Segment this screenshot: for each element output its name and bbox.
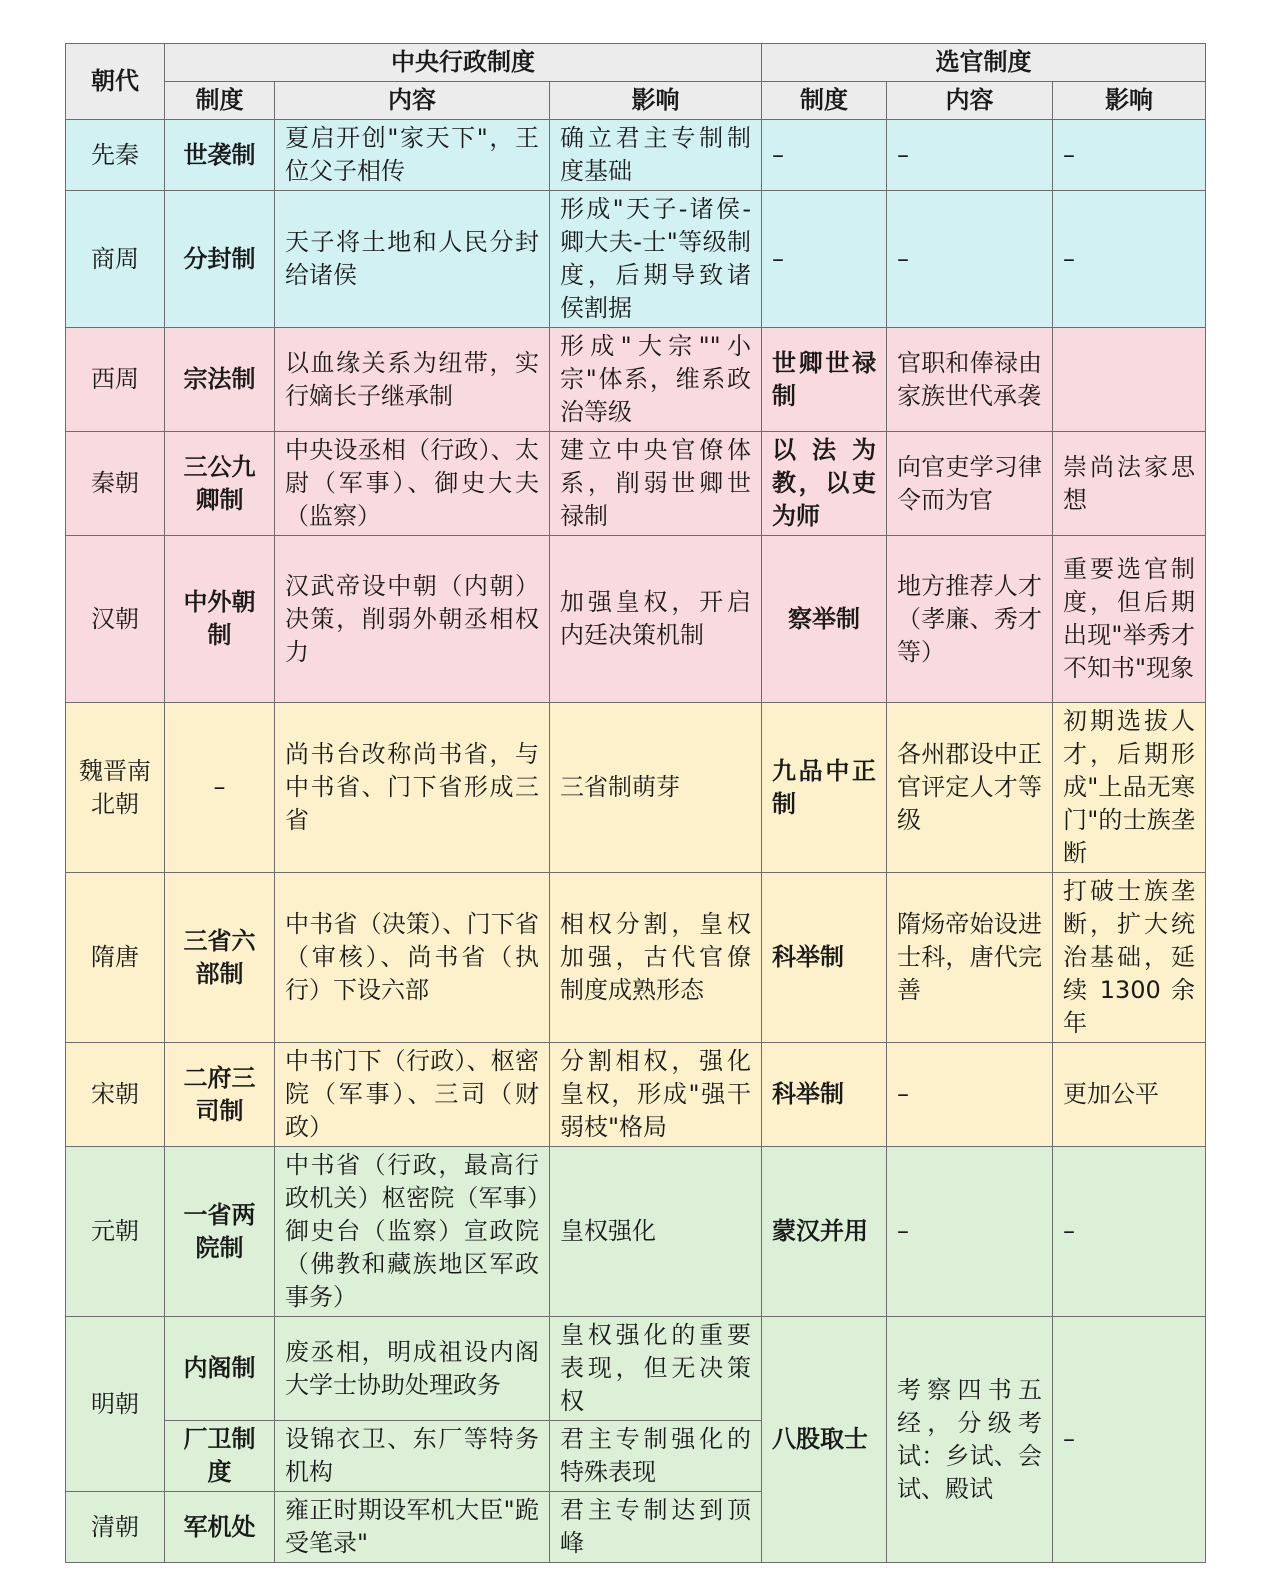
admin-content-cell: 以血缘关系为纽带，实行嫡长子继承制 [275,328,550,432]
table-row [66,191,1206,328]
table-row [66,873,1206,1043]
sel-content-cell: 隋炀帝始设进士科，唐代完善 [887,873,1053,1043]
sel-content-cell: 各州郡设中正官评定人才等级 [887,703,1053,873]
dynasty-cell: 先秦 [66,120,165,191]
dynasty-cell: 元朝 [66,1147,165,1317]
sel-system-cell: 世卿世禄制 [762,328,887,432]
sel-system-cell: 科举制 [762,873,887,1043]
sel-influence-cell: – [1053,120,1206,191]
admin-content-cell: 中书省（行政，最高行政机关）枢密院（军事）御史台（监察）宣政院（佛教和藏族地区军政事务） [275,1147,550,1317]
admin-system-cell: 三公九卿制 [165,432,275,536]
table-row [66,328,1206,432]
sel-system-cell: 以法为教，以吏为师 [762,432,887,536]
admin-system-cell: 三省六部制 [165,873,275,1043]
table-row [66,1317,1206,1421]
admin-content-cell: 中央设丞相（行政）、太尉（军事）、御史大夫（监察） [275,432,550,536]
table-row [66,703,1206,873]
admin-content-cell: 汉武帝设中朝（内朝）决策，削弱外朝丞相权力 [275,536,550,703]
header-admin-content: 内容 [275,82,550,120]
sel-content-cell: – [887,1147,1053,1317]
admin-influence-cell: 建立中央官僚体系，削弱世卿世禄制 [550,432,762,536]
admin-influence-cell: 加强皇权，开启内廷决策机制 [550,536,762,703]
sel-content-cell: – [887,120,1053,191]
header-admin-influence: 影响 [550,82,762,120]
sel-system-cell: 科举制 [762,1043,887,1147]
header-row-2 [66,82,1206,120]
dynasty-cell: 秦朝 [66,432,165,536]
table-row [66,1147,1206,1317]
admin-influence-cell: 三省制萌芽 [550,703,762,873]
admin-system-cell: 厂卫制度 [165,1421,275,1492]
admin-system-cell: 一省两院制 [165,1147,275,1317]
table-row [66,432,1206,536]
political-systems-table [65,43,1206,1563]
header-sel-system: 制度 [762,82,887,120]
admin-influence-cell: 形成"大宗""小宗"体系，维系政治等级 [550,328,762,432]
admin-content-cell: 天子将土地和人民分封给诸侯 [275,191,550,328]
admin-system-cell: 宗法制 [165,328,275,432]
admin-content-cell: 雍正时期设军机大臣"跪受笔录" [275,1492,550,1563]
sel-influence-cell: – [1053,1317,1206,1563]
admin-system-cell: 军机处 [165,1492,275,1563]
dynasty-cell: 商周 [66,191,165,328]
admin-content-cell: 尚书台改称尚书省，与中书省、门下省形成三省 [275,703,550,873]
sel-influence-cell: 崇尚法家思想 [1053,432,1206,536]
dynasty-cell: 明朝 [66,1317,165,1492]
sel-content-cell: – [887,1043,1053,1147]
sel-system-cell: – [762,120,887,191]
table-row [66,120,1206,191]
sel-system-cell: 八股取士 [762,1317,887,1563]
admin-content-cell: 设锦衣卫、东厂等特务机构 [275,1421,550,1492]
sel-content-cell: 官职和俸禄由家族世代承袭 [887,328,1053,432]
admin-system-cell: 世袭制 [165,120,275,191]
sel-content-cell: 向官吏学习律令而为官 [887,432,1053,536]
dynasty-cell: 魏晋南北朝 [66,703,165,873]
dynasty-cell: 宋朝 [66,1043,165,1147]
admin-content-cell: 废丞相，明成祖设内阁大学士协助处理政务 [275,1317,550,1421]
table-row [66,1043,1206,1147]
header-sel-influence: 影响 [1053,82,1206,120]
admin-influence-cell: 皇权强化 [550,1147,762,1317]
admin-influence-cell: 相权分割，皇权加强，古代官僚制度成熟形态 [550,873,762,1043]
sel-system-cell: 蒙汉并用 [762,1147,887,1317]
sel-content-cell: 地方推荐人才（孝廉、秀才等） [887,536,1053,703]
header-official-selection: 选官制度 [762,44,1206,82]
header-row-1 [66,44,1206,82]
sel-influence-cell: – [1053,191,1206,328]
admin-content-cell: 中书门下（行政）、枢密院（军事）、三司（财政） [275,1043,550,1147]
header-sel-content: 内容 [887,82,1053,120]
admin-influence-cell: 君主专制达到顶峰 [550,1492,762,1563]
table-row [66,536,1206,703]
sel-content-cell: 考察四书五经，分级考试：乡试、会试、殿试 [887,1317,1053,1563]
sel-influence-cell [1053,328,1206,432]
sel-influence-cell: 打破士族垄断，扩大统治基础，延续 1300 余年 [1053,873,1206,1043]
sel-influence-cell: 初期选拔人才，后期形成"上品无寒门"的士族垄断 [1053,703,1206,873]
header-central-admin: 中央行政制度 [165,44,762,82]
header-dynasty: 朝代 [66,44,165,120]
admin-system-cell: 内阁制 [165,1317,275,1421]
admin-influence-cell: 君主专制强化的特殊表现 [550,1421,762,1492]
admin-system-cell: 中外朝制 [165,536,275,703]
admin-influence-cell: 分割相权，强化皇权，形成"强干弱枝"格局 [550,1043,762,1147]
sel-influence-cell: 重要选官制度，但后期出现"举秀才不知书"现象 [1053,536,1206,703]
sel-system-cell: – [762,191,887,328]
dynasty-cell: 西周 [66,328,165,432]
admin-influence-cell: 确立君主专制制度基础 [550,120,762,191]
admin-system-cell: 分封制 [165,191,275,328]
sel-system-cell: 察举制 [762,536,887,703]
sel-influence-cell: – [1053,1147,1206,1317]
header-admin-system: 制度 [165,82,275,120]
sel-content-cell: – [887,191,1053,328]
sel-influence-cell: 更加公平 [1053,1043,1206,1147]
admin-content-cell: 中书省（决策）、门下省（审核）、尚书省（执行）下设六部 [275,873,550,1043]
admin-influence-cell: 形成"天子-诸侯-卿大夫-士"等级制度，后期导致诸侯割据 [550,191,762,328]
dynasty-cell: 隋唐 [66,873,165,1043]
admin-system-cell: – [165,703,275,873]
admin-content-cell: 夏启开创"家天下"，王位父子相传 [275,120,550,191]
admin-system-cell: 二府三司制 [165,1043,275,1147]
dynasty-cell: 汉朝 [66,536,165,703]
dynasty-cell: 清朝 [66,1492,165,1563]
admin-influence-cell: 皇权强化的重要表现，但无决策权 [550,1317,762,1421]
sel-system-cell: 九品中正制 [762,703,887,873]
